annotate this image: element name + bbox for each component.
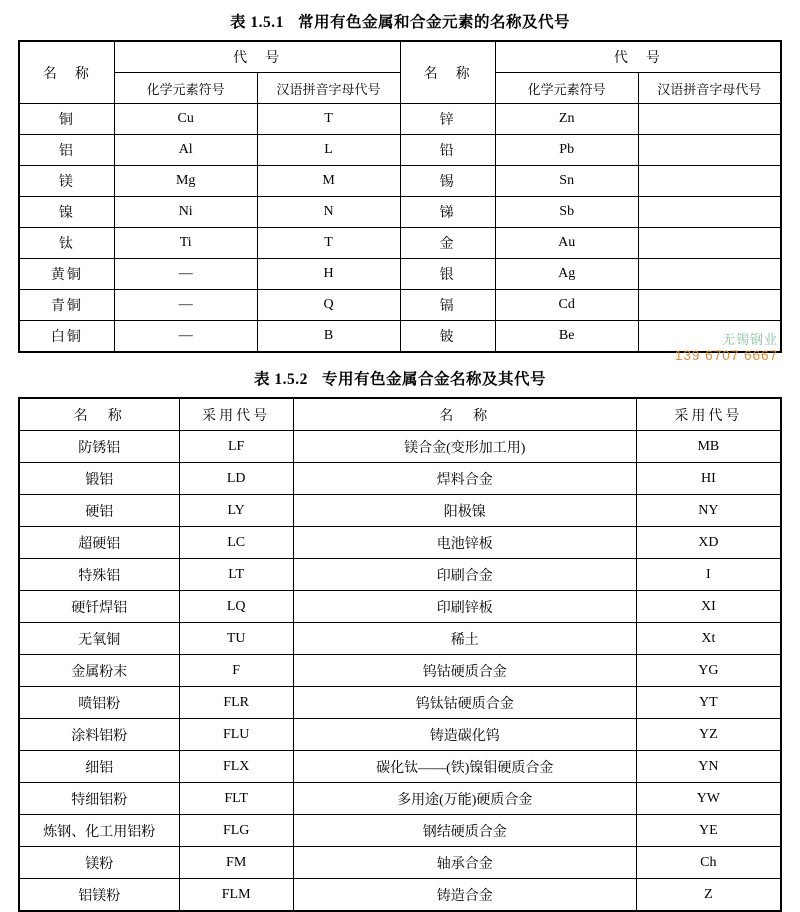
table-row [19, 783, 781, 815]
cell-name-right: 钨钛钴硬质合金 [293, 687, 636, 719]
cell-name-left: 特细铝粉 [19, 783, 179, 815]
cell-name-right: 印刷锌板 [293, 591, 636, 623]
cell-name-left: 硬铝 [19, 495, 179, 527]
cell-name-left: 特殊铝 [19, 559, 179, 591]
table-row [19, 104, 781, 135]
cell-code-right: Ch [636, 847, 781, 879]
cell-name-right: 钢结硬质合金 [293, 815, 636, 847]
table-1-title [18, 10, 782, 32]
cell-pinyin-left: L [257, 135, 400, 166]
cell-pinyin-left: M [257, 166, 400, 197]
cell-code-right: XD [636, 527, 781, 559]
cell-name-left: 涂料铝粉 [19, 719, 179, 751]
table-2-title-text: 专用有色金属合金名称及其代号 [321, 371, 546, 388]
cell-name-right: 稀土 [293, 623, 636, 655]
cell-name-left: 超硬铝 [19, 527, 179, 559]
cell-code-right: Z [636, 879, 781, 912]
cell-symbol-right: Cd [495, 290, 638, 321]
cell-name-left: 硬钎焊铝 [19, 591, 179, 623]
cell-symbol-left: Ti [114, 228, 257, 259]
table-row-header [19, 41, 781, 73]
cell-pinyin-left: T [257, 228, 400, 259]
cell-name-left: 无氧铜 [19, 623, 179, 655]
cell-name-left: 细铝 [19, 751, 179, 783]
cell-symbol-left: — [114, 321, 257, 353]
table-row [19, 751, 781, 783]
cell-code-left: LQ [179, 591, 293, 623]
cell-name-left: 炼钢、化工用铝粉 [19, 815, 179, 847]
cell-symbol-right: Sn [495, 166, 638, 197]
cell-symbol-left: Cu [114, 104, 257, 135]
table-row [19, 559, 781, 591]
table-row [19, 166, 781, 197]
cell-code-right: YG [636, 655, 781, 687]
cell-name-left: 喷铝粉 [19, 687, 179, 719]
cell-symbol-right: Pb [495, 135, 638, 166]
cell-code-right: MB [636, 431, 781, 463]
cell-pinyin-left: B [257, 321, 400, 353]
cell-name-left: 镁粉 [19, 847, 179, 879]
cell-code-left: LF [179, 431, 293, 463]
table-row [19, 879, 781, 912]
cell-code-right: HI [636, 463, 781, 495]
subheader-symbol-right: 化学元素符号 [495, 73, 638, 104]
cell-name-right: 锡 [400, 166, 495, 197]
cell-code-right: YN [636, 751, 781, 783]
cell-name-left: 锻铝 [19, 463, 179, 495]
cell-pinyin-right [638, 228, 781, 259]
cell-code-left: LC [179, 527, 293, 559]
cell-symbol-right: Ag [495, 259, 638, 290]
table-row [19, 290, 781, 321]
cell-code-left: FLU [179, 719, 293, 751]
cell-code-right: XI [636, 591, 781, 623]
cell-name-right: 铍 [400, 321, 495, 353]
header-code-right: 采用代号 [636, 398, 781, 431]
table-row [19, 495, 781, 527]
cell-name-left: 白铜 [19, 321, 114, 353]
header-name-left: 名 称 [19, 398, 179, 431]
cell-name-right: 电池锌板 [293, 527, 636, 559]
cell-name-left: 防锈铝 [19, 431, 179, 463]
cell-symbol-left: Mg [114, 166, 257, 197]
cell-pinyin-right [638, 197, 781, 228]
table-row [19, 463, 781, 495]
cell-pinyin-right [638, 104, 781, 135]
header-code-right: 代 号 [495, 41, 781, 73]
cell-pinyin-left: T [257, 104, 400, 135]
cell-code-left: F [179, 655, 293, 687]
cell-code-left: FLG [179, 815, 293, 847]
table-2-title-number: 表 1.5.2 [254, 371, 308, 388]
cell-code-left: LD [179, 463, 293, 495]
cell-symbol-left: Al [114, 135, 257, 166]
cell-code-right: NY [636, 495, 781, 527]
table-row [19, 719, 781, 751]
cell-name-right: 铸造合金 [293, 879, 636, 912]
header-name-right: 名 称 [400, 41, 495, 104]
cell-code-right: I [636, 559, 781, 591]
cell-name-right: 银 [400, 259, 495, 290]
cell-pinyin-right [638, 259, 781, 290]
table-row [19, 228, 781, 259]
table-row [19, 527, 781, 559]
cell-code-right: Xt [636, 623, 781, 655]
cell-name-right: 钨钴硬质合金 [293, 655, 636, 687]
cell-name-left: 黄铜 [19, 259, 114, 290]
table-special-alloy-codes [18, 397, 782, 912]
subheader-symbol-left: 化学元素符号 [114, 73, 257, 104]
table-2-title [18, 367, 782, 389]
cell-name-left: 铝镁粉 [19, 879, 179, 912]
subheader-pinyin-right: 汉语拼音字母代号 [638, 73, 781, 104]
document-page [0, 10, 800, 904]
table-row [19, 623, 781, 655]
cell-pinyin-left: Q [257, 290, 400, 321]
table-row [19, 431, 781, 463]
table-row [19, 321, 781, 353]
cell-code-left: LT [179, 559, 293, 591]
cell-name-left: 青铜 [19, 290, 114, 321]
cell-pinyin-right [638, 321, 781, 353]
cell-code-right: YT [636, 687, 781, 719]
cell-pinyin-left: N [257, 197, 400, 228]
cell-code-left: FLM [179, 879, 293, 912]
watermark-company: 无锡钢业 [721, 332, 778, 347]
cell-pinyin-right [638, 166, 781, 197]
cell-name-right: 铸造碳化钨 [293, 719, 636, 751]
cell-code-right: YE [636, 815, 781, 847]
cell-name-right: 铅 [400, 135, 495, 166]
table-row [19, 815, 781, 847]
cell-code-left: FLR [179, 687, 293, 719]
cell-symbol-left: — [114, 290, 257, 321]
cell-code-left: FM [179, 847, 293, 879]
cell-name-left: 铜 [19, 104, 114, 135]
cell-pinyin-right [638, 135, 781, 166]
watermark-phone: 139 6707 6667 [674, 348, 778, 363]
cell-name-right: 锌 [400, 104, 495, 135]
table-row [19, 591, 781, 623]
cell-code-right: YW [636, 783, 781, 815]
cell-name-right: 焊料合金 [293, 463, 636, 495]
cell-name-left: 镁 [19, 166, 114, 197]
subheader-pinyin-left: 汉语拼音字母代号 [257, 73, 400, 104]
cell-pinyin-right [638, 290, 781, 321]
cell-name-right: 多用途(万能)硬质合金 [293, 783, 636, 815]
table-row [19, 847, 781, 879]
header-code-left: 采用代号 [179, 398, 293, 431]
table-row [19, 135, 781, 166]
cell-name-right: 碳化钛——(铁)镍钼硬质合金 [293, 751, 636, 783]
cell-name-left: 镍 [19, 197, 114, 228]
cell-symbol-left: Ni [114, 197, 257, 228]
table-row [19, 197, 781, 228]
header-name-right: 名 称 [293, 398, 636, 431]
table-nonferrous-metal-codes [18, 40, 782, 353]
cell-name-left: 铝 [19, 135, 114, 166]
cell-name-right: 镁合金(变形加工用) [293, 431, 636, 463]
table-1-title-text: 常用有色金属和合金元素的名称及代号 [297, 14, 570, 31]
cell-code-left: FLT [179, 783, 293, 815]
cell-symbol-left: — [114, 259, 257, 290]
table-row [19, 259, 781, 290]
header-code-left: 代 号 [114, 41, 400, 73]
cell-name-right: 轴承合金 [293, 847, 636, 879]
table-row [19, 687, 781, 719]
cell-name-right: 金 [400, 228, 495, 259]
cell-symbol-right: Be [495, 321, 638, 353]
cell-code-right: YZ [636, 719, 781, 751]
cell-code-left: LY [179, 495, 293, 527]
cell-code-left: FLX [179, 751, 293, 783]
cell-code-left: TU [179, 623, 293, 655]
table-1-title-number: 表 1.5.1 [230, 14, 284, 31]
cell-name-right: 镉 [400, 290, 495, 321]
header-name-left: 名 称 [19, 41, 114, 104]
cell-name-right: 锑 [400, 197, 495, 228]
cell-symbol-right: Zn [495, 104, 638, 135]
cell-name-right: 印刷合金 [293, 559, 636, 591]
cell-name-right: 阳极镍 [293, 495, 636, 527]
cell-symbol-right: Au [495, 228, 638, 259]
cell-pinyin-left: H [257, 259, 400, 290]
cell-name-left: 金属粉末 [19, 655, 179, 687]
cell-name-left: 钛 [19, 228, 114, 259]
table-row-header [19, 398, 781, 431]
table-row [19, 655, 781, 687]
cell-symbol-right: Sb [495, 197, 638, 228]
